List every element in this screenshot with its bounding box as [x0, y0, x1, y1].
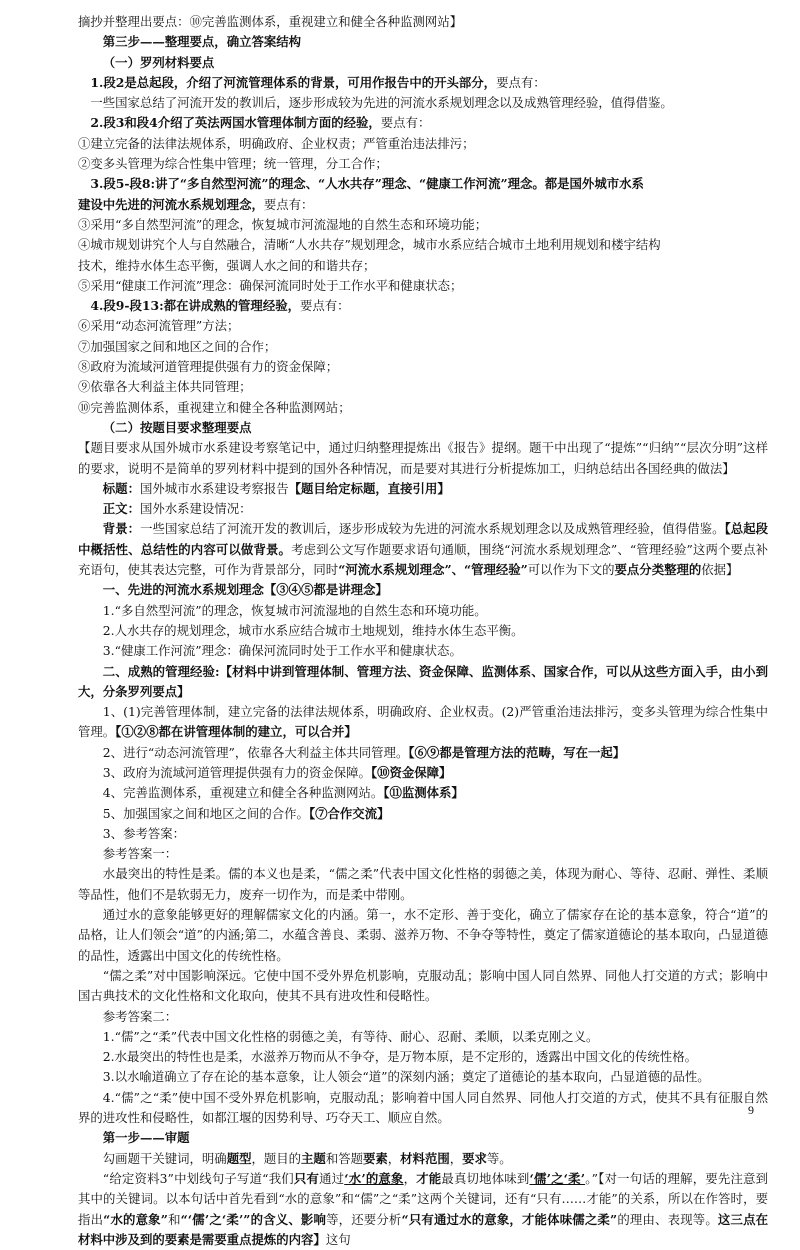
- text-run: 和答题: [325, 1150, 363, 1166]
- text-run: ⑨依靠各大利益主体共同管理；: [78, 379, 252, 395]
- text-line: [78, 1067, 768, 1087]
- text-run: 国外城市水系建设考察报告: [139, 480, 289, 496]
- text-run: ‘儒’之‘柔’: [529, 1170, 586, 1186]
- text-line: [78, 641, 768, 661]
- text-line: [78, 621, 768, 641]
- text-run: 【⑦合作交流】: [308, 805, 390, 821]
- text-line: [78, 743, 768, 763]
- text-run: 3.以水喻道确立了存在论的基本意象，让人领会“道”的深刻内涵；奠定了道德论的基本取向，凸显道德的品性。: [102, 1069, 710, 1085]
- text-line: [78, 377, 768, 397]
- text-line: [78, 763, 768, 783]
- text-run: 通过: [319, 1170, 345, 1186]
- text-line: [78, 113, 768, 133]
- text-line: [78, 499, 768, 519]
- text-run: 1.“儒”之“柔”代表中国文化性格的弱德之美，有等待、耐心、忍耐、柔顺，以柔克刚之义。: [102, 1028, 599, 1044]
- text-run: 建设中先进的河流水系规划理念，: [78, 196, 264, 212]
- text-line: [78, 824, 768, 844]
- text-run: 【⑥⑨都是管理方法的范畴，写在一起】: [408, 744, 626, 760]
- text-run: 5、加强国家之间和地区之间的合作。: [102, 805, 309, 821]
- text-run: 二、成熟的管理经验:【材料中讲到管理体制、管理方法、资金保障、监测体系、国家合作，可以从这些方面入手，由小到大，分条罗列要点】: [78, 663, 768, 699]
- text-run: ，: [403, 1170, 417, 1186]
- text-run: 第三步——整理要点，确立答案结构: [102, 34, 302, 50]
- text-run: 要点有：: [300, 298, 350, 314]
- text-run: 参考答案二：: [102, 1008, 178, 1024]
- text-run: ①建立完备的法律法规体系，明确政府、企业权责；严管重治违法排污；: [78, 135, 475, 151]
- text-run: 题型: [226, 1150, 252, 1166]
- text-line: [78, 418, 768, 438]
- text-run: ③采用“多自然型河流”的理念，恢复城市河流湿地的自然生态和环境功能；: [78, 216, 488, 232]
- text-run: 【①②⑧都在讲管理体制的建立，可以合并】: [115, 724, 357, 740]
- text-line: [78, 864, 768, 905]
- text-run: 3.“健康工作河流”理念：确保河流同时处于工作水平和健康状态。: [102, 643, 462, 659]
- document-page: [78, 12, 768, 1250]
- text-line: [78, 256, 768, 276]
- text-run: 等。: [486, 1150, 512, 1166]
- text-line: [78, 195, 768, 215]
- text-line: [78, 316, 768, 336]
- text-line: [78, 337, 768, 357]
- text-line: [78, 296, 768, 316]
- text-run: 一些国家总结了河流开发的教训后，逐步形成较为先进的河流水系规划理念以及成熟管理经验，值得借鉴。: [90, 95, 673, 111]
- text-run: 【⑪监测体系】: [383, 785, 464, 801]
- text-run: 只有: [293, 1170, 320, 1186]
- text-run: 这句: [325, 1231, 351, 1247]
- text-run: 【⑩资金保障】: [370, 764, 452, 780]
- text-run: （二）按题目要求整理要点: [102, 419, 252, 435]
- text-run: 依据】: [701, 562, 739, 578]
- text-run: 2.段3和段4介绍了英法两国水管理体制方面的经验，: [90, 115, 381, 131]
- text-run: 第一步——审题: [102, 1130, 190, 1146]
- text-line: [78, 174, 768, 194]
- text-run: 和: [167, 1211, 181, 1227]
- text-line: [78, 215, 768, 235]
- text-run: 最真切地体味到: [441, 1170, 530, 1186]
- text-line: [78, 519, 768, 580]
- text-line: [78, 276, 768, 296]
- text-run: 4.“儒”之“柔”使中国不受外界危机影响，克服动乱；影响着中国人同自然界、同他人打交道的方式，使其不具有征服自然界的进攻性和侵略性，如都江堰的因势利导、巧夺天工、顺应自然。: [78, 1089, 768, 1126]
- text-run: 勾画题干关键词，明确: [102, 1150, 227, 1166]
- text-run: 这三点在材料中涉及到的要素是需要重点提炼的内容】: [78, 1211, 768, 1247]
- text-run: 才能: [416, 1170, 442, 1186]
- text-run: 要点有：: [380, 115, 431, 131]
- text-line: [78, 438, 768, 479]
- text-run: 水最突出的特性是柔。儒的本义也是柔，“儒之柔”代表中国文化性格的弱德之美，体现为耐心、等待、忍耐、弹性、柔顺等品性，他们不是软弱无力，废弃一切作为，而是柔中带刚。: [78, 866, 768, 902]
- text-run: “只有通过水的意象，才能体味儒之柔”: [401, 1211, 618, 1227]
- text-line: [78, 93, 768, 113]
- text-run: ②变多头管理为综合性集中管理；统一管理，分工合作；: [78, 156, 388, 172]
- text-line: [78, 844, 768, 864]
- text-run: 4.段9-段13:都在讲成熟的管理经验，: [90, 298, 300, 314]
- text-run: 。”【对一句话的理解，要先注意到其中的关键词。以本句话中首先看到“水的意象”和“儒”之“柔”这两个关键词，还有“只有……才能”的关系，所以在作答时，要指出: [78, 1170, 768, 1227]
- text-run: ⑦加强国家之间和地区之间的合作；: [78, 338, 277, 354]
- text-run: 材料范围: [400, 1150, 450, 1166]
- text-line: [78, 1047, 768, 1067]
- text-line: [78, 1149, 768, 1169]
- text-run: “河流水系规划理念”、“管理经验”: [338, 562, 528, 578]
- text-run: 3、参考答案：: [102, 825, 186, 841]
- text-run: 可以作为下文的: [527, 562, 615, 578]
- text-run: 正文：: [102, 501, 140, 517]
- text-run: ⑩完善监测体系，重视建立和健全各种监测网站；: [78, 399, 351, 415]
- text-run: 要求: [462, 1150, 487, 1166]
- text-run: ④城市规划讲究个人与自然融合，清晰“人水共存”规划理念，城市水系应结合城市土地利用规划和楼宇结构: [78, 237, 661, 253]
- page-number: 9: [748, 1103, 754, 1117]
- text-run: 标题：: [102, 480, 140, 496]
- text-line: [78, 905, 768, 966]
- text-line: [78, 357, 768, 377]
- text-line: [78, 134, 768, 154]
- text-run: 技术，维持水体生态平衡，强调人水之间的和谐共存；: [78, 257, 376, 273]
- text-run: 要点分类整理的: [614, 562, 702, 578]
- text-line: [78, 804, 768, 824]
- text-line: [78, 53, 768, 73]
- text-run: “给定资料3”中划线句子写道“我们: [102, 1170, 294, 1186]
- text-run: ，: [387, 1150, 401, 1166]
- text-run: 2.水最突出的特性也是柔，水滋养万物而从不争夺，是万物本原，是不定形的，透露出中国文化的传统性格。: [102, 1049, 697, 1065]
- text-line: [78, 398, 768, 418]
- text-line: [78, 966, 768, 1007]
- text-run: ‘水’的意象: [344, 1170, 404, 1186]
- text-line: [78, 662, 768, 703]
- text-run: ，: [449, 1150, 463, 1166]
- text-line: [78, 479, 768, 499]
- text-run: 等。: [692, 1211, 718, 1227]
- text-run: 3.段5-段8:讲了“多自然型河流”的理念、“人水共存”理念、“健康工作河流”理念。都是国外城市水系: [90, 176, 644, 192]
- text-run: ⑧政府为流域河道管理提供强有力的资金保障；: [78, 359, 339, 375]
- text-run: 等，还要分析: [326, 1211, 402, 1227]
- text-run: “水的意象”: [103, 1211, 168, 1227]
- text-run: 【题目要求从国外城市水系建设考察笔记中，通过归纳整理提炼出《报告》提纲。题干中出现了“提炼”“归纳”“层次分明”这样的要求，说明不是简单的罗列材料中提到的国外各种情况，而是要对其进行分析提炼加工，归纳总结出各国经典的做法】: [78, 440, 768, 476]
- text-line: [78, 580, 768, 600]
- text-run: 1.段2是总起段，介绍了河流管理体系的背景，可用作报告中的开头部分，: [90, 74, 497, 90]
- text-run: 要素: [363, 1150, 388, 1166]
- text-run: 主题: [301, 1150, 326, 1166]
- text-run: 1、(1)完善管理体制，建立完备的法律法规体系，明确政府、企业权责。(2)严管重治违法排污，变多头管理为综合性集中管理。: [78, 704, 768, 740]
- text-line: [78, 783, 768, 803]
- text-line: [78, 73, 768, 93]
- text-line: [78, 1128, 768, 1148]
- text-run: 2.人水共存的规划理念，城市水系应结合城市土地规划，维持水体生态平衡。: [102, 622, 524, 638]
- text-run: “‘儒’之‘柔’”的含义、影响: [180, 1211, 327, 1227]
- text-run: 摘抄并整理出要点：⑩完善监测体系，重视建立和健全各种监测网站】: [78, 14, 463, 29]
- text-run: 要点有：: [496, 74, 546, 90]
- text-run: 3、政府为流域河道管理提供强有力的资金保障。: [102, 764, 371, 780]
- text-run: ⑤采用“健康工作河流”理念：确保河流同时处于工作水平和健康状态；: [78, 277, 463, 293]
- text-run: 参考答案一：: [102, 846, 178, 862]
- text-line: [78, 32, 768, 52]
- text-run: （一）罗列材料要点: [102, 54, 215, 70]
- text-run: 4、完善监测体系，重视建立和健全各种监测网站。: [102, 785, 384, 801]
- text-run: “儒之柔”对中国影响深远。它使中国不受外界危机影响，克服动乱；影响中国人同自然界、同他人打交道的方式；影响中国古典技术的文化性格和文化取向，使其不具有进攻性和侵略性。: [78, 967, 768, 1004]
- text-run: 【题目给定标题，直接引用】: [288, 480, 450, 496]
- text-line: [78, 1088, 768, 1129]
- text-line: [78, 702, 768, 743]
- text-run: 2、进行“动态河流管理”，依靠各大利益主体共同管理。: [102, 744, 409, 760]
- text-run: 考虑到公文写作题要求语句通顺，围绕“河流水系规划理念”、“管理经验”这两个要点补充语句，使其表达完整，可作为背景部分，同时: [78, 541, 768, 578]
- text-run: 一些国家总结了河流开发的教训后，逐步形成较为先进的河流水系规划理念以及成熟管理经验，值得借鉴。: [140, 521, 725, 537]
- text-line: [78, 1007, 768, 1027]
- text-run: 要点有：: [263, 196, 314, 212]
- text-line: [78, 235, 768, 255]
- text-line: [78, 154, 768, 174]
- text-run: 一、先进的河流水系规划理念【③④⑤都是讲理念】: [102, 582, 388, 598]
- text-run: 国外水系建设情况：: [139, 501, 252, 517]
- text-line: [78, 1169, 768, 1250]
- text-run: 1.“多自然型河流”的理念，恢复城市河流湿地的自然生态和环境功能。: [102, 602, 487, 618]
- text-line: [78, 601, 768, 621]
- text-run: 的理由、表现: [617, 1211, 693, 1227]
- text-run: 背景：: [102, 521, 141, 537]
- text-run: ⑥采用“动态河流管理”方法；: [78, 318, 240, 334]
- text-line: [78, 1027, 768, 1047]
- text-run: ，题目的: [251, 1150, 302, 1166]
- text-run: 【总起段中概括性、总结性的内容可以做背景。: [78, 521, 768, 557]
- text-run: 通过水的意象能够更好的理解儒家文化的内涵。第一，水不定形、善于变化，确立了儒家存在论的基本意象，符合“道”的品格，让人们领会“道”的内涵;第二，水蕴含善良、柔弱、滋养万物、不争夺等特性，奠定了儒家道德论的基本取向，凸显道德的品性，透露出中国文化的传统性格。: [78, 907, 768, 963]
- text-line: [78, 12, 768, 32]
